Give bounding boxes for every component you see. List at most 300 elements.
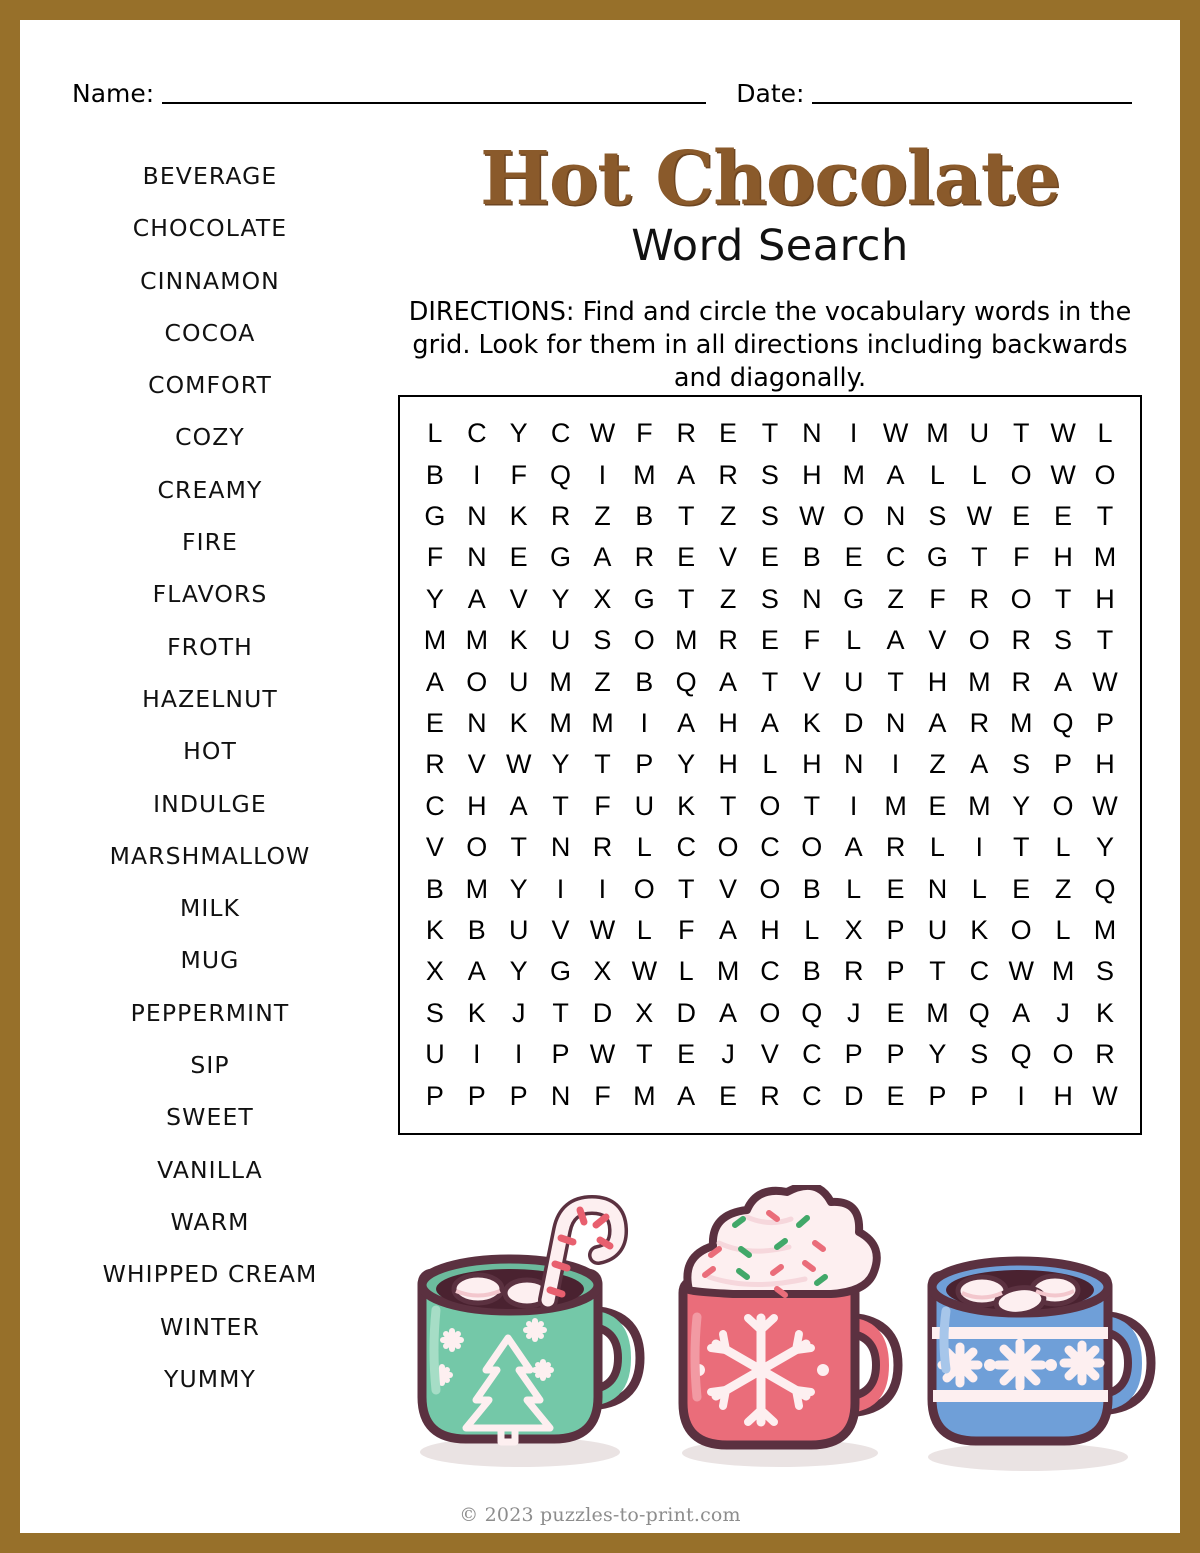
grid-cell[interactable]: V: [802, 666, 821, 697]
word-list-item[interactable]: SWEET: [166, 1103, 254, 1132]
grid-cell[interactable]: T: [677, 873, 695, 904]
grid-cell[interactable]: R: [885, 832, 906, 863]
grid-cell[interactable]: I: [556, 873, 565, 904]
grid-cell[interactable]: L: [929, 459, 945, 490]
grid-cell[interactable]: O: [1052, 1039, 1074, 1070]
grid-cell[interactable]: Y: [509, 418, 528, 449]
grid-cell[interactable]: A: [844, 832, 863, 863]
word-list-item[interactable]: COMFORT: [148, 371, 272, 400]
grid-cell[interactable]: A: [886, 459, 905, 490]
grid-cell[interactable]: R: [634, 542, 655, 573]
grid-cell[interactable]: E: [677, 542, 696, 573]
grid-cell[interactable]: O: [759, 790, 781, 821]
grid-cell[interactable]: K: [677, 790, 696, 821]
grid-cell[interactable]: M: [968, 790, 991, 821]
grid-cell[interactable]: T: [761, 666, 779, 697]
word-list-item[interactable]: MILK: [179, 894, 241, 923]
grid-cell[interactable]: K: [509, 501, 528, 532]
grid-cell[interactable]: N: [802, 583, 822, 614]
grid-cell[interactable]: T: [594, 749, 611, 780]
grid-cell[interactable]: M: [591, 708, 614, 739]
grid-cell[interactable]: I: [598, 459, 607, 490]
grid-cell[interactable]: X: [635, 997, 654, 1028]
grid-cell[interactable]: L: [971, 873, 987, 904]
grid-cell[interactable]: S: [425, 997, 444, 1028]
grid-cell[interactable]: O: [1010, 915, 1032, 946]
grid-cell[interactable]: H: [802, 749, 822, 780]
grid-cell[interactable]: M: [716, 956, 740, 987]
grid-cell[interactable]: G: [550, 956, 572, 987]
grid-cell[interactable]: Y: [509, 956, 528, 987]
word-list-item[interactable]: MUG: [180, 946, 240, 975]
grid-cell[interactable]: A: [593, 542, 612, 573]
grid-cell[interactable]: P: [1054, 749, 1073, 780]
grid-cell[interactable]: U: [927, 915, 948, 946]
grid-cell[interactable]: O: [466, 666, 488, 697]
grid-cell[interactable]: D: [592, 997, 613, 1028]
grid-cell[interactable]: X: [425, 956, 444, 987]
word-list-item[interactable]: HAZELNUT: [142, 684, 278, 713]
grid-cell[interactable]: M: [968, 666, 991, 697]
grid-cell[interactable]: O: [633, 873, 655, 904]
word-list-item[interactable]: CINNAMON: [140, 266, 280, 295]
grid-cell[interactable]: Y: [1095, 832, 1114, 863]
grid-cell[interactable]: U: [969, 418, 990, 449]
grid-cell[interactable]: U: [425, 1039, 445, 1070]
grid-cell[interactable]: C: [467, 418, 487, 449]
grid-cell[interactable]: A: [886, 625, 905, 656]
grid-cell[interactable]: B: [425, 873, 444, 904]
grid-cell[interactable]: T: [552, 790, 569, 821]
grid-cell[interactable]: F: [510, 459, 527, 490]
grid-cell[interactable]: V: [551, 915, 570, 946]
grid-cell[interactable]: A: [677, 708, 696, 739]
grid-cell[interactable]: I: [640, 708, 649, 739]
grid-cell[interactable]: A: [928, 708, 947, 739]
grid-cell[interactable]: V: [719, 542, 738, 573]
grid-cell[interactable]: S: [970, 1039, 989, 1070]
grid-cell[interactable]: Y: [1012, 790, 1031, 821]
grid-cell[interactable]: E: [719, 418, 738, 449]
grid-cell[interactable]: W: [1092, 790, 1118, 821]
grid-cell[interactable]: Q: [1010, 1039, 1032, 1070]
grid-cell[interactable]: F: [594, 790, 611, 821]
grid-cell[interactable]: N: [467, 542, 487, 573]
grid-cell[interactable]: N: [927, 873, 948, 904]
grid-cell[interactable]: J: [1056, 997, 1070, 1028]
grid-cell[interactable]: B: [635, 501, 654, 532]
grid-cell[interactable]: T: [636, 1039, 653, 1070]
word-list-item[interactable]: COCOA: [164, 318, 256, 347]
grid-cell[interactable]: P: [928, 1080, 947, 1111]
grid-cell[interactable]: M: [674, 625, 698, 656]
grid-cell[interactable]: L: [1097, 418, 1113, 449]
grid-cell[interactable]: O: [801, 832, 823, 863]
grid-cell[interactable]: M: [926, 418, 949, 449]
grid-cell[interactable]: V: [719, 873, 738, 904]
grid-cell[interactable]: W: [1092, 666, 1118, 697]
grid-cell[interactable]: T: [1096, 625, 1114, 656]
grid-cell[interactable]: P: [467, 1080, 486, 1111]
grid-cell[interactable]: O: [466, 832, 488, 863]
grid-cell[interactable]: B: [802, 542, 821, 573]
grid-cell[interactable]: E: [1054, 501, 1073, 532]
grid-cell[interactable]: L: [846, 873, 862, 904]
grid-cell[interactable]: P: [551, 1039, 570, 1070]
grid-cell[interactable]: E: [844, 542, 863, 573]
grid-cell[interactable]: Z: [594, 666, 611, 697]
grid-cell[interactable]: Q: [1094, 873, 1116, 904]
grid-cell[interactable]: S: [928, 501, 947, 532]
word-list-item[interactable]: FIRE: [181, 528, 239, 557]
grid-cell[interactable]: E: [886, 1080, 905, 1111]
grid-cell[interactable]: B: [802, 873, 821, 904]
grid-cell[interactable]: F: [1012, 542, 1030, 573]
grid-cell[interactable]: N: [843, 749, 864, 780]
grid-cell[interactable]: H: [927, 666, 948, 697]
grid-cell[interactable]: W: [589, 915, 616, 946]
grid-cell[interactable]: M: [1051, 956, 1075, 987]
grid-cell[interactable]: F: [677, 915, 695, 946]
grid-cell[interactable]: R: [969, 583, 990, 614]
grid-cell[interactable]: L: [1055, 832, 1071, 863]
grid-cell[interactable]: J: [511, 997, 526, 1028]
grid-cell[interactable]: E: [760, 625, 779, 656]
grid-cell[interactable]: R: [676, 418, 696, 449]
grid-cell[interactable]: N: [550, 1080, 571, 1111]
grid-cell[interactable]: N: [550, 832, 571, 863]
grid-cell[interactable]: T: [677, 501, 695, 532]
grid-cell[interactable]: A: [719, 666, 738, 697]
grid-cell[interactable]: A: [760, 708, 779, 739]
word-list-item[interactable]: CHOCOLATE: [132, 214, 288, 243]
grid-cell[interactable]: C: [760, 832, 780, 863]
grid-cell[interactable]: F: [426, 542, 444, 573]
grid-cell[interactable]: E: [719, 1080, 738, 1111]
grid-cell[interactable]: R: [1095, 1039, 1115, 1070]
grid-cell[interactable]: N: [467, 708, 487, 739]
grid-cell[interactable]: A: [677, 1080, 696, 1111]
grid-cell[interactable]: I: [473, 1039, 481, 1070]
grid-cell[interactable]: E: [425, 708, 444, 739]
grid-cell[interactable]: O: [968, 625, 990, 656]
grid-cell[interactable]: D: [676, 997, 696, 1028]
grid-cell[interactable]: E: [509, 542, 528, 573]
grid-cell[interactable]: H: [1095, 749, 1115, 780]
grid-cell[interactable]: T: [971, 542, 988, 573]
grid-cell[interactable]: Q: [968, 997, 990, 1028]
grid-cell[interactable]: E: [1012, 873, 1031, 904]
grid-cell[interactable]: W: [1050, 418, 1076, 449]
grid-cell[interactable]: S: [1095, 956, 1114, 987]
grid-cell[interactable]: Q: [801, 997, 823, 1028]
grid-cell[interactable]: S: [1054, 625, 1073, 656]
grid-cell[interactable]: Z: [594, 501, 611, 532]
grid-cell[interactable]: H: [467, 790, 487, 821]
grid-cell[interactable]: C: [802, 1080, 822, 1111]
grid-cell[interactable]: H: [1053, 542, 1073, 573]
grid-cell[interactable]: K: [425, 915, 444, 946]
grid-cell[interactable]: O: [633, 625, 655, 656]
grid-cell[interactable]: W: [1050, 459, 1076, 490]
grid-cell[interactable]: W: [589, 1039, 616, 1070]
grid-cell[interactable]: X: [844, 915, 863, 946]
grid-cell[interactable]: E: [886, 997, 905, 1028]
grid-cell[interactable]: P: [1095, 708, 1114, 739]
grid-cell[interactable]: P: [425, 1080, 444, 1111]
grid-cell[interactable]: X: [593, 583, 612, 614]
word-list-item[interactable]: FLAVORS: [152, 580, 268, 609]
grid-cell[interactable]: T: [1012, 832, 1030, 863]
grid-cell[interactable]: O: [1010, 459, 1032, 490]
grid-cell[interactable]: O: [1010, 583, 1032, 614]
grid-cell[interactable]: O: [843, 501, 865, 532]
word-list-item[interactable]: FROTH: [167, 632, 253, 661]
grid-cell[interactable]: I: [1017, 1080, 1025, 1111]
word-list-item[interactable]: INDULGE: [153, 789, 267, 818]
grid-cell[interactable]: L: [929, 832, 945, 863]
grid-cell[interactable]: Z: [1054, 873, 1072, 904]
grid-cell[interactable]: N: [885, 708, 906, 739]
grid-cell[interactable]: K: [509, 708, 528, 739]
grid-cell[interactable]: L: [636, 915, 652, 946]
grid-cell[interactable]: R: [1011, 625, 1031, 656]
grid-cell[interactable]: C: [760, 956, 780, 987]
grid-cell[interactable]: M: [1009, 708, 1033, 739]
grid-cell[interactable]: A: [719, 997, 738, 1028]
grid-cell[interactable]: T: [929, 956, 946, 987]
grid-cell[interactable]: K: [467, 997, 486, 1028]
grid-cell[interactable]: Q: [550, 459, 572, 490]
grid-cell[interactable]: V: [509, 583, 528, 614]
word-list-item[interactable]: SIP: [190, 1051, 230, 1080]
grid-cell[interactable]: N: [467, 501, 487, 532]
date-input-line[interactable]: [812, 102, 1132, 104]
grid-cell[interactable]: L: [971, 459, 987, 490]
grid-cell[interactable]: A: [970, 749, 989, 780]
grid-cell[interactable]: Q: [1052, 708, 1074, 739]
grid-cell[interactable]: E: [760, 542, 779, 573]
grid-cell[interactable]: Q: [675, 666, 697, 697]
grid-cell[interactable]: R: [760, 1080, 780, 1111]
grid-cell[interactable]: M: [423, 625, 447, 656]
grid-cell[interactable]: W: [1092, 1080, 1118, 1111]
grid-cell[interactable]: Z: [887, 583, 904, 614]
grid-cell[interactable]: H: [760, 915, 780, 946]
grid-cell[interactable]: U: [634, 790, 655, 821]
grid-cell[interactable]: M: [633, 459, 656, 490]
grid-cell[interactable]: W: [799, 501, 825, 532]
grid-cell[interactable]: G: [424, 501, 446, 532]
grid-cell[interactable]: G: [550, 542, 572, 573]
grid-cell[interactable]: H: [718, 708, 738, 739]
grid-cell[interactable]: A: [719, 915, 738, 946]
grid-cell[interactable]: L: [427, 418, 443, 449]
grid-cell[interactable]: J: [721, 1039, 735, 1070]
grid-cell[interactable]: B: [467, 915, 486, 946]
grid-cell[interactable]: N: [885, 501, 906, 532]
grid-cell[interactable]: C: [676, 832, 696, 863]
grid-cell[interactable]: I: [598, 873, 607, 904]
grid-cell[interactable]: V: [425, 832, 444, 863]
grid-cell[interactable]: V: [928, 625, 947, 656]
grid-cell[interactable]: L: [636, 832, 652, 863]
grid-cell[interactable]: W: [589, 418, 616, 449]
grid-cell[interactable]: C: [550, 418, 571, 449]
grid-cell[interactable]: R: [425, 749, 445, 780]
grid-cell[interactable]: I: [975, 832, 984, 863]
grid-cell[interactable]: W: [1008, 956, 1034, 987]
grid-cell[interactable]: O: [717, 832, 739, 863]
grid-cell[interactable]: R: [718, 459, 738, 490]
grid-cell[interactable]: L: [762, 749, 778, 780]
grid-cell[interactable]: B: [425, 459, 444, 490]
grid-cell[interactable]: O: [1094, 459, 1116, 490]
grid-cell[interactable]: O: [759, 873, 781, 904]
grid-cell[interactable]: P: [886, 1039, 905, 1070]
grid-cell[interactable]: U: [550, 625, 571, 656]
grid-cell[interactable]: I: [473, 459, 481, 490]
grid-cell[interactable]: Y: [551, 749, 570, 780]
grid-cell[interactable]: L: [846, 625, 862, 656]
word-list-item[interactable]: WHIPPED CREAM: [102, 1260, 318, 1289]
grid-cell[interactable]: M: [926, 997, 949, 1028]
grid-cell[interactable]: T: [1096, 501, 1114, 532]
grid-cell[interactable]: L: [678, 956, 694, 987]
grid-cell[interactable]: Z: [719, 583, 737, 614]
grid-cell[interactable]: M: [465, 873, 489, 904]
grid-cell[interactable]: T: [887, 666, 904, 697]
word-list-item[interactable]: YUMMY: [164, 1364, 256, 1393]
word-list-item[interactable]: WARM: [170, 1207, 250, 1236]
grid-cell[interactable]: T: [677, 583, 695, 614]
grid-cell[interactable]: I: [514, 1039, 523, 1070]
grid-cell[interactable]: H: [802, 459, 822, 490]
word-list-item[interactable]: HOT: [183, 737, 237, 766]
grid-cell[interactable]: F: [636, 418, 653, 449]
grid-cell[interactable]: P: [635, 749, 654, 780]
name-input-line[interactable]: [162, 102, 706, 104]
grid-cell[interactable]: M: [884, 790, 907, 821]
grid-cell[interactable]: E: [928, 790, 947, 821]
grid-cell[interactable]: C: [425, 790, 445, 821]
grid-cell[interactable]: Y: [928, 1039, 947, 1070]
grid-cell[interactable]: M: [633, 1080, 656, 1111]
grid-cell[interactable]: S: [1012, 749, 1031, 780]
grid-cell[interactable]: P: [509, 1080, 528, 1111]
word-list-item[interactable]: COZY: [175, 423, 245, 452]
grid-cell[interactable]: U: [508, 666, 529, 697]
grid-cell[interactable]: B: [802, 956, 821, 987]
grid-cell[interactable]: D: [843, 1080, 864, 1111]
grid-cell[interactable]: G: [843, 583, 865, 614]
grid-cell[interactable]: C: [802, 1039, 822, 1070]
grid-cell[interactable]: L: [804, 915, 820, 946]
grid-cell[interactable]: K: [970, 915, 989, 946]
grid-cell[interactable]: O: [1052, 790, 1074, 821]
grid-cell[interactable]: H: [1095, 583, 1115, 614]
grid-cell[interactable]: I: [849, 790, 858, 821]
grid-cell[interactable]: P: [970, 1080, 989, 1111]
word-list-item[interactable]: CREAMY: [157, 475, 263, 504]
grid-cell[interactable]: V: [467, 749, 486, 780]
word-list-item[interactable]: WINTER: [160, 1312, 260, 1341]
grid-cell[interactable]: D: [843, 708, 864, 739]
word-list-item[interactable]: MARSHMALLOW: [109, 841, 311, 870]
grid-cell[interactable]: K: [802, 708, 821, 739]
grid-cell[interactable]: K: [509, 625, 528, 656]
grid-cell[interactable]: T: [719, 790, 737, 821]
grid-cell[interactable]: R: [718, 625, 738, 656]
grid-cell[interactable]: Y: [509, 873, 528, 904]
grid-cell[interactable]: W: [505, 749, 532, 780]
grid-cell[interactable]: S: [760, 459, 779, 490]
grid-cell[interactable]: U: [843, 666, 864, 697]
grid-cell[interactable]: I: [849, 418, 858, 449]
grid-cell[interactable]: A: [467, 956, 486, 987]
grid-cell[interactable]: R: [1011, 666, 1031, 697]
grid-cell[interactable]: A: [1054, 666, 1073, 697]
grid-cell[interactable]: S: [760, 583, 779, 614]
grid-cell[interactable]: O: [759, 997, 781, 1028]
grid-cell[interactable]: T: [510, 832, 527, 863]
grid-cell[interactable]: E: [677, 1039, 696, 1070]
grid-cell[interactable]: B: [635, 666, 654, 697]
grid-cell[interactable]: C: [885, 542, 906, 573]
grid-cell[interactable]: L: [1055, 915, 1071, 946]
grid-cell[interactable]: W: [631, 956, 658, 987]
grid-cell[interactable]: T: [552, 997, 569, 1028]
grid-cell[interactable]: J: [846, 997, 861, 1028]
grid-cell[interactable]: E: [1012, 501, 1031, 532]
grid-cell[interactable]: F: [594, 1080, 611, 1111]
word-list-item[interactable]: BEVERAGE: [142, 162, 278, 190]
grid-cell[interactable]: F: [929, 583, 946, 614]
grid-cell[interactable]: T: [761, 418, 779, 449]
grid-cell[interactable]: Y: [425, 583, 444, 614]
grid-cell[interactable]: R: [550, 501, 571, 532]
grid-cell[interactable]: X: [593, 956, 612, 987]
grid-cell[interactable]: W: [966, 501, 993, 532]
grid-cell[interactable]: S: [593, 625, 612, 656]
grid-cell[interactable]: R: [592, 832, 613, 863]
grid-cell[interactable]: A: [425, 666, 444, 697]
grid-cell[interactable]: C: [969, 956, 990, 987]
grid-cell[interactable]: Z: [929, 749, 946, 780]
grid-cell[interactable]: V: [760, 1039, 779, 1070]
grid-cell[interactable]: A: [677, 459, 696, 490]
grid-cell[interactable]: T: [1054, 583, 1072, 614]
grid-cell[interactable]: R: [843, 956, 864, 987]
grid-cell[interactable]: G: [633, 583, 655, 614]
grid-cell[interactable]: S: [760, 501, 779, 532]
grid-cell[interactable]: Z: [719, 501, 737, 532]
grid-cell[interactable]: Y: [551, 583, 570, 614]
grid-cell[interactable]: M: [465, 625, 489, 656]
word-list-item[interactable]: PEPPERMINT: [130, 998, 290, 1027]
grid-cell[interactable]: F: [803, 625, 821, 656]
grid-cell[interactable]: T: [803, 790, 821, 821]
grid-cell[interactable]: M: [842, 459, 865, 490]
grid-cell[interactable]: A: [1012, 997, 1031, 1028]
grid-cell[interactable]: T: [1012, 418, 1030, 449]
word-search-grid[interactable]: [398, 395, 1142, 1135]
grid-cell[interactable]: E: [886, 873, 905, 904]
grid-cell[interactable]: H: [1053, 1080, 1073, 1111]
grid-cell[interactable]: Y: [677, 749, 696, 780]
grid-cell[interactable]: K: [1095, 997, 1114, 1028]
grid-cell[interactable]: W: [882, 418, 909, 449]
